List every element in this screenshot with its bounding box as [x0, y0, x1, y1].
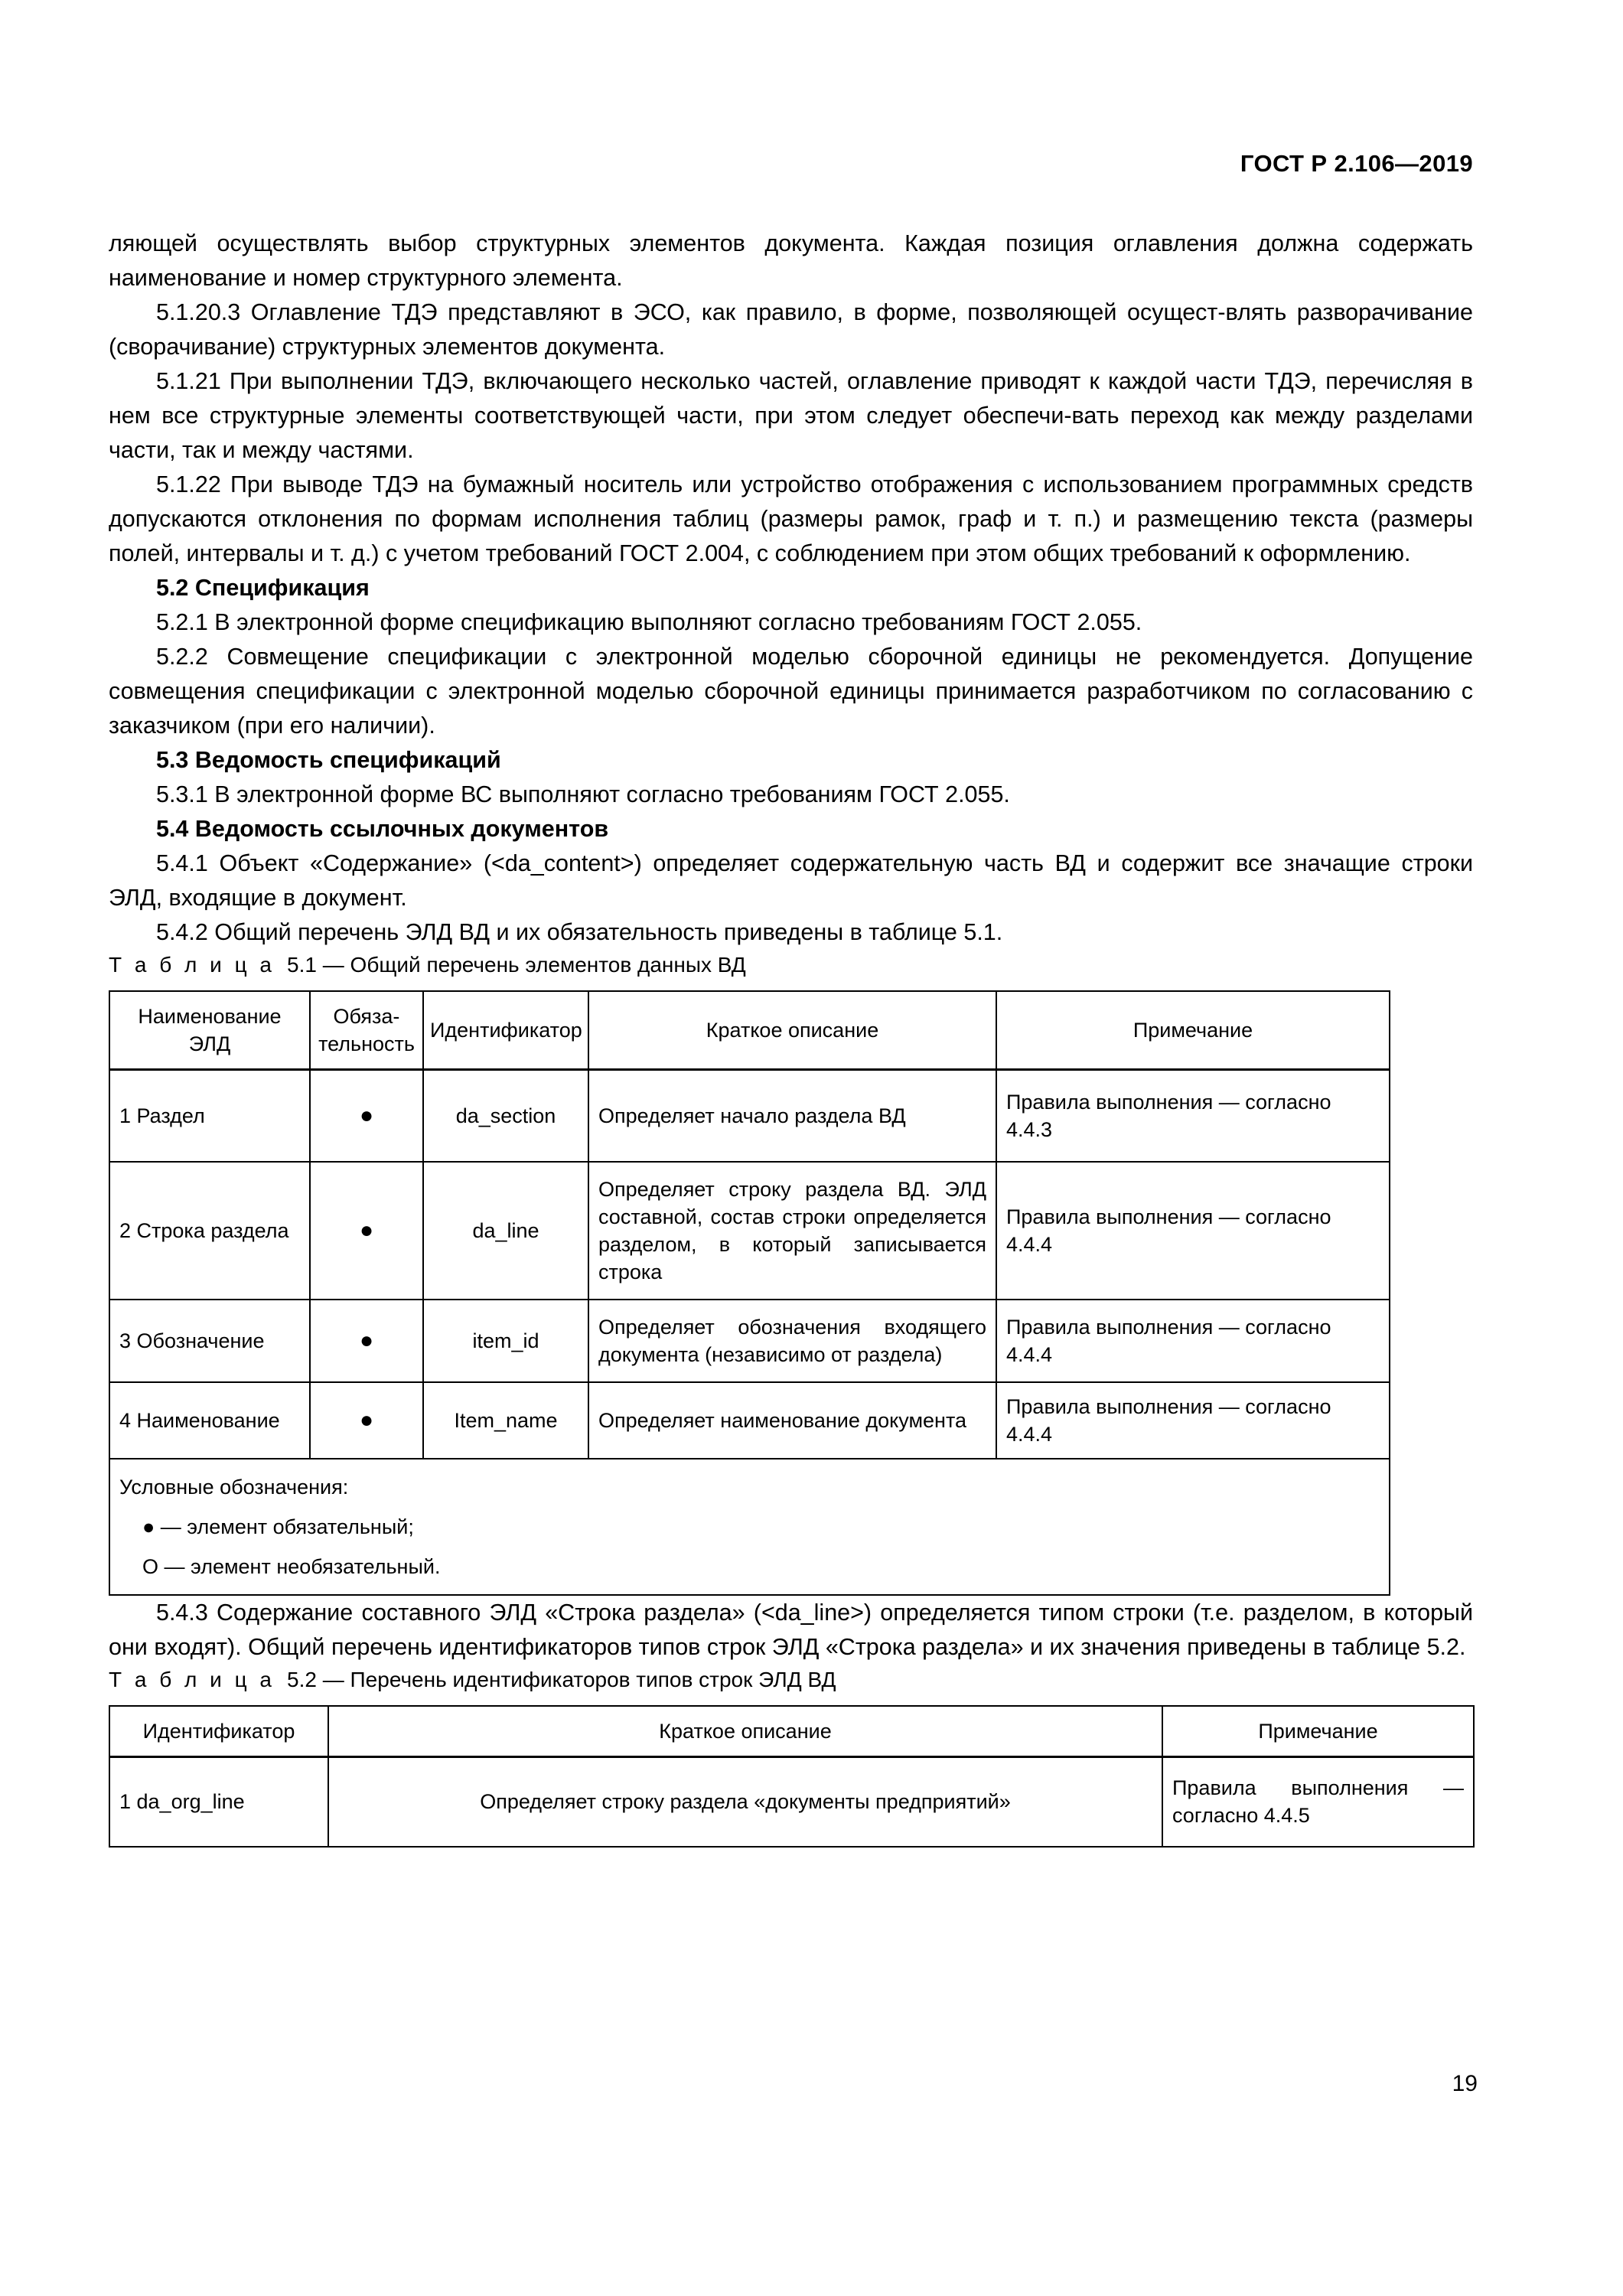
- header-name-line2: ЭЛД: [188, 1032, 231, 1055]
- table-5-1-header-identifier: Идентификатор: [423, 991, 588, 1070]
- page-body: [109, 227, 1473, 1848]
- table-5-2-header-identifier: Идентификатор: [109, 1706, 328, 1757]
- legend-title: Условные обозначения:: [119, 1475, 349, 1499]
- paragraph-5-4-2: 5.4.2 Общий перечень ЭЛД ВД и их обязательность приведены в таблице 5.1.: [156, 919, 1003, 945]
- cell-name: 3 Обозначение: [109, 1300, 310, 1382]
- paragraph-5-4-1: 5.4.1 Объект «Содержание» (<da_content>) определяет содержательную часть ВД и содержит все значащие строки ЭЛД, входящие в документ.: [109, 850, 1473, 911]
- cell-name: 1 Раздел: [109, 1070, 310, 1162]
- cell-note: Правила выполнения — согласно 4.4.4: [996, 1162, 1390, 1300]
- table-5-2-caption-dash: —: [322, 1667, 344, 1691]
- table-5-2-header-note: Примечание: [1162, 1706, 1474, 1757]
- table-5-1-caption-number: 5.1: [287, 953, 317, 977]
- cell-required-marker: ●: [310, 1300, 423, 1382]
- table-5-2-caption-title: Перечень идентификаторов типов строк ЭЛД ВД: [350, 1667, 836, 1691]
- table-5-2-caption-number: 5.2: [287, 1667, 317, 1691]
- paragraph-5-3-1: 5.3.1 В электронной форме ВС выполняют согласно требованиям ГОСТ 2.055.: [156, 781, 1010, 807]
- cell-note: Правила выполнения — согласно 4.4.5: [1162, 1756, 1474, 1847]
- running-header-standard-id: ГОСТ Р 2.106—2019: [1240, 150, 1473, 177]
- cell-identifier: Item_name: [423, 1382, 588, 1459]
- table-5-1-legend-row: [109, 1459, 1390, 1595]
- cell-name: 2 Строка раздела: [109, 1162, 310, 1300]
- paragraph-5-2-2: 5.2.2 Совмещение спецификации с электронной моделью сборочной единицы не рекомендуется. Допущение совмещения спецификации с электронной моделью сборочной единицы принимается разработчиком по согласованию с заказчиком (при его наличии).: [109, 644, 1473, 739]
- table-5-2-header-row: [109, 1706, 1474, 1757]
- cell-required-marker: ●: [310, 1162, 423, 1300]
- cell-description: Определяет наименование документа: [588, 1382, 996, 1459]
- cell-note: Правила выполнения — согласно 4.4.4: [996, 1300, 1390, 1382]
- table-5-1-header-row: [109, 991, 1390, 1070]
- cell-description: Определяет начало раздела ВД: [588, 1070, 996, 1162]
- table-5-1-legend: [109, 1459, 1390, 1595]
- paragraph-5-1-22: 5.1.22 При выводе ТДЭ на бумажный носитель или устройство отображения с использованием программных средств допускаются отклонения по формам исполнения таблиц (размеры рамок, граф и т. п.) и размещению текста (размеры полей, интервалы и т. д.) с учетом требований ГОСТ 2.004, с соблюдением при этом общих требований к оформлению.: [109, 471, 1473, 566]
- table-5-1-caption-label: Т а б л и ц а: [109, 953, 275, 977]
- cell-description: Определяет строку раздела «документы предприятий»: [328, 1756, 1162, 1847]
- header-name-line1: Наименование: [138, 1005, 282, 1028]
- heading-5-2: 5.2 Спецификация: [156, 575, 370, 601]
- cell-note: Правила выполнения — согласно 4.4.3: [996, 1070, 1390, 1162]
- legend-required: ● — элемент обязательный;: [142, 1515, 414, 1538]
- page-number: 19: [1452, 2071, 1478, 2096]
- heading-5-3: 5.3 Ведомость спецификаций: [156, 747, 501, 773]
- paragraph-5-2-1: 5.2.1 В электронной форме спецификацию выполняют согласно требованиям ГОСТ 2.055.: [156, 609, 1142, 635]
- paragraph-continued: ляющей осуществлять выбор структурных элементов документа. Каждая позиция оглавления должна содержать наименование и номер структурного элемента.: [109, 230, 1473, 291]
- cell-identifier: item_id: [423, 1300, 588, 1382]
- table-5-1-caption: [109, 950, 1473, 980]
- cell-identifier: da_line: [423, 1162, 588, 1300]
- table-5-2-header-description: Краткое описание: [328, 1706, 1162, 1757]
- cell-required-marker: ●: [310, 1382, 423, 1459]
- table-5-1-caption-dash: —: [322, 953, 344, 977]
- heading-5-4: 5.4 Ведомость ссылочных документов: [156, 816, 609, 842]
- cell-description: Определяет строку раздела ВД. ЭЛД составной, состав строки определяется разделом, в который записывается строка: [588, 1162, 996, 1300]
- paragraph-5-4-3: 5.4.3 Содержание составного ЭЛД «Строка раздела» (<da_line>) определяется типом строки (т.е. разделом, в который они входят). Общий перечень идентификаторов типов строк ЭЛД «Строка раздела» и их значения приведены в таблице 5.2.: [109, 1599, 1473, 1660]
- cell-identifier: 1 da_org_line: [109, 1756, 328, 1847]
- paragraph-5-1-20-3: 5.1.20.3 Оглавление ТДЭ представляют в ЭСО, как правило, в форме, позволяющей осущест-влять разворачивание (сворачивание) структурных элементов документа.: [109, 299, 1473, 360]
- paragraph-5-1-21: 5.1.21 При выполнении ТДЭ, включающего несколько частей, оглавление приводят к каждой части ТДЭ, перечисляя в нем все структурные элементы соответствующей части, при этом следует обеспечи-вать переход как между разделами части, так и между частями.: [109, 368, 1473, 463]
- table-row: [109, 1162, 1390, 1300]
- header-required-line1: Обяза-: [333, 1005, 400, 1028]
- cell-identifier: da_section: [423, 1070, 588, 1162]
- header-required-line2: тельность: [318, 1032, 415, 1055]
- table-5-1-header-note: Примечание: [996, 991, 1390, 1070]
- legend-optional: О — элемент необязательный.: [142, 1554, 441, 1578]
- table-5-1-header-description: Краткое описание: [588, 991, 996, 1070]
- table-5-2: [109, 1705, 1475, 1848]
- table-5-1-header-name: [109, 991, 310, 1070]
- table-row: [109, 1382, 1390, 1459]
- table-5-1: [109, 990, 1390, 1596]
- cell-required-marker: ●: [310, 1070, 423, 1162]
- table-row: [109, 1300, 1390, 1382]
- cell-name: 4 Наименование: [109, 1382, 310, 1459]
- cell-description: Определяет обозначения входящего документа (независимо от раздела): [588, 1300, 996, 1382]
- cell-note: Правила выполнения — согласно 4.4.4: [996, 1382, 1390, 1459]
- table-5-1-header-required: [310, 991, 423, 1070]
- table-5-2-caption-label: Т а б л и ц а: [109, 1667, 275, 1691]
- table-row: [109, 1756, 1474, 1847]
- table-5-1-caption-title: Общий перечень элементов данных ВД: [350, 953, 746, 977]
- table-row: [109, 1070, 1390, 1162]
- table-5-2-caption: [109, 1665, 1473, 1695]
